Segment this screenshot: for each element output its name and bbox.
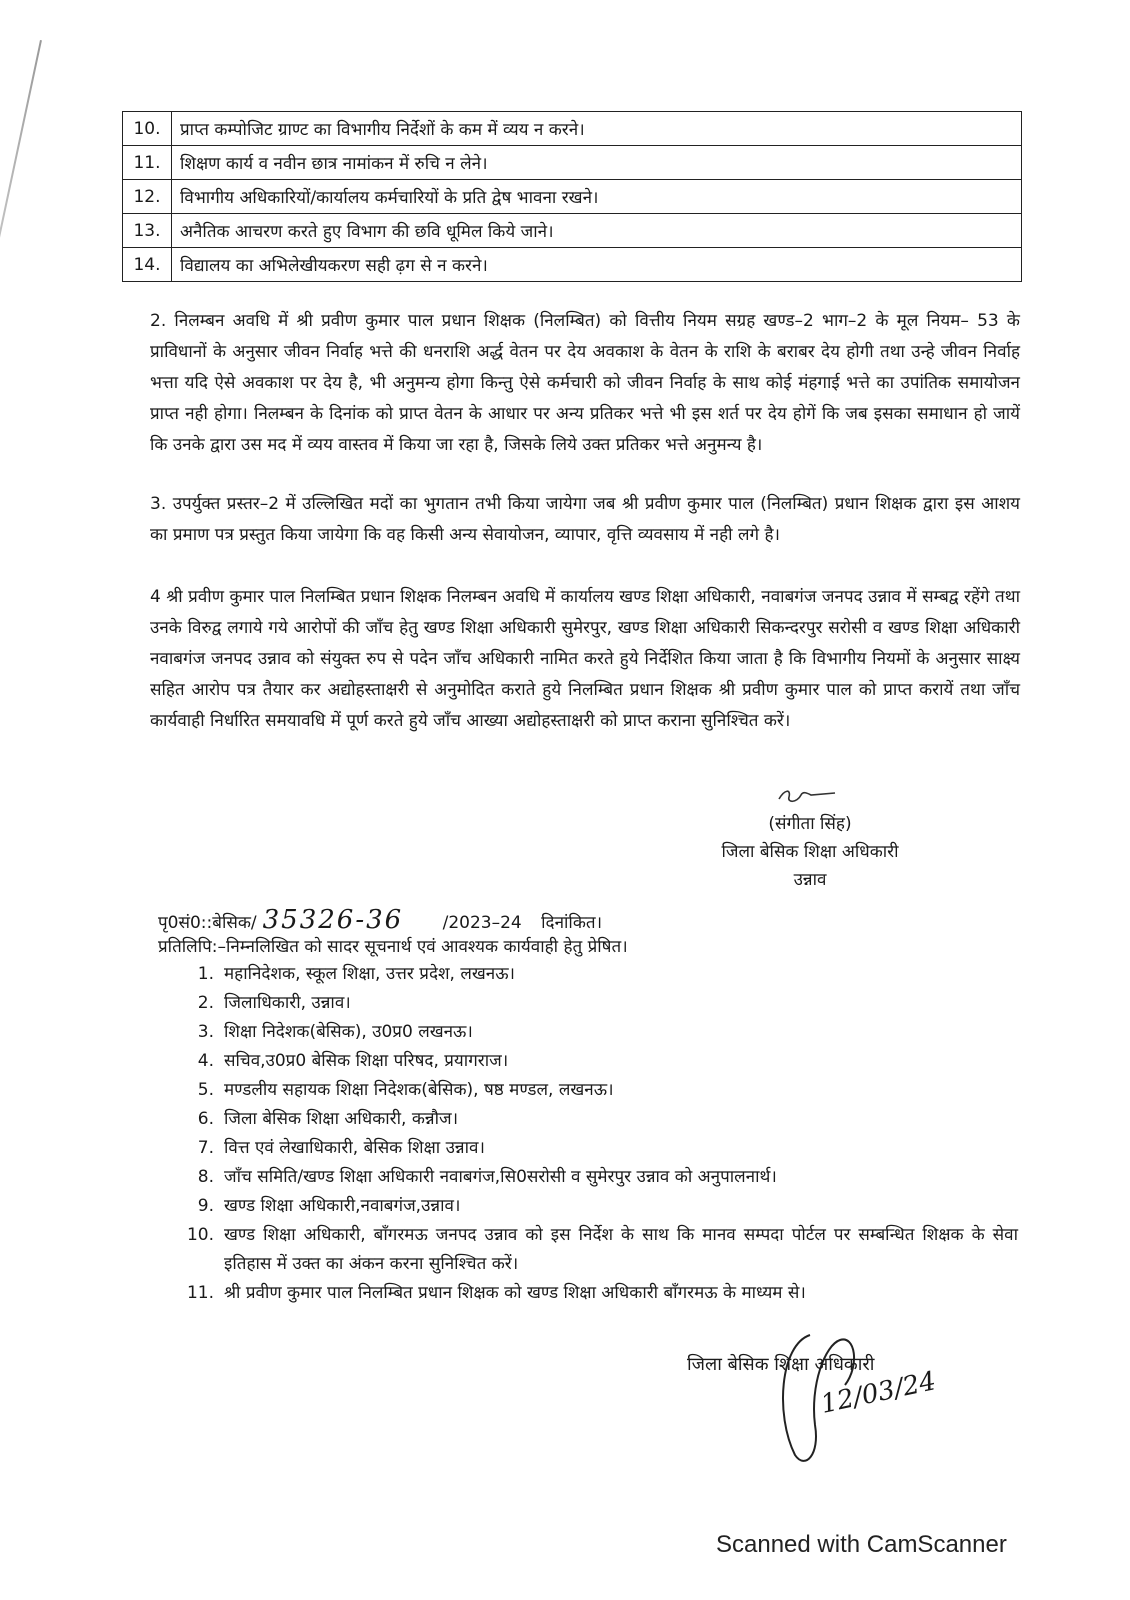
charges-table (122, 111, 1022, 282)
list-item (158, 1105, 1018, 1134)
reference-number: 35326-36 (262, 905, 404, 935)
charge-number: 11. (123, 146, 172, 180)
copy-number: 3. (197, 1022, 214, 1042)
charge-text: अनैतिक आचरण करते हुए विभाग की छवि धूमिल किये जाने। (172, 214, 1022, 248)
copy-text: महानिदेशक, स्कूल शिक्षा, उत्तर प्रदेश, लखनऊ। (224, 964, 515, 984)
charge-text: प्राप्त कम्पोजिट ग्राण्ट का विभागीय निर्देशों के कम में व्यय न करने। (172, 112, 1022, 146)
copy-number: 4. (197, 1051, 214, 1071)
list-item (158, 1279, 1018, 1308)
list-item (158, 989, 1018, 1018)
list-item (158, 1192, 1018, 1221)
copy-number: 8. (197, 1167, 214, 1187)
paragraph-4: 4 श्री प्रवीण कुमार पाल निलम्बित प्रधान शिक्षक निलम्बन अवधि में कार्यालय खण्ड शिक्षा अधिकारी, नवाबगंज जनपद उन्नाव में सम्बद्व रहेंगे तथा उनके विरुद्व लगाये गये आरोपों की जाँच हेतु खण्ड शिक्षा अधिकारी सुमेरपुर, खण्ड शिक्षा अधिकारी सिकन्दरपुर सरोसी व खण्ड शिक्षा अधिकारी नवाबगंज जनपद उन्नाव को संयुक्त रुप से पदेन जाँच अधिकारी नामित करते हुये निर्देशित किया जाता है कि विभागीय नियमों के अनुसार साक्ष्य सहित आरोप पत्र तैयार कर अद्योहस्ताक्षरी से अनुमोदित कराते हुये निलम्बित प्रधान शिक्षक श्री प्रवीण कुमार पाल को प्राप्त करायें तथा जाँच कार्यवाही निर्धारित समयावधि में पूर्ण करते हुये जाँच आख्या अद्योहस्ताक्षरी को प्राप्त कराना सुनिश्चित करें। (150, 587, 1020, 731)
table-row (123, 112, 1022, 146)
copy-number: 9. (197, 1196, 214, 1216)
copy-number: 2. (197, 993, 214, 1013)
scan-edge-line (0, 40, 42, 334)
charge-text: शिक्षण कार्य व नवीन छात्र नामांकन में रुचि न लेने। (172, 146, 1022, 180)
copy-number: 10. (186, 1225, 214, 1245)
copy-number: 6. (197, 1109, 214, 1129)
charge-number: 12. (123, 180, 172, 214)
charge-text: विद्यालय का अभिलेखीयकरण सही ढ़ग से न करने। (172, 248, 1022, 282)
list-item (158, 1076, 1018, 1105)
camscanner-watermark: Scanned with CamScanner (716, 1531, 1007, 1558)
copy-text: जिला बेसिक शिक्षा अधिकारी, कन्नौज। (224, 1109, 459, 1129)
copy-text: खण्ड शिक्षा अधिकारी, बाँगरमऊ जनपद उन्नाव को इस निर्देश के साथ कि मानव सम्पदा पोर्टल पर सम्बन्धित शिक्षक के सेवा इतिहास में उक्त का अंकन करना सुनिश्चित करें। (224, 1225, 1018, 1274)
copy-list (158, 960, 1018, 1308)
list-item (158, 960, 1018, 989)
table-row (123, 146, 1022, 180)
copy-text: शिक्षा निदेशक(बेसिक), उ0प्र0 लखनऊ। (224, 1022, 473, 1042)
copy-text: मण्डलीय सहायक शिक्षा निदेशक(बेसिक), षष्ठ मण्डल, लखनऊ। (224, 1080, 614, 1100)
signature-initial (777, 785, 837, 812)
reference-dated: दिनांकित। (541, 913, 603, 933)
paragraph-3: 3. उपर्युक्त प्रस्तर–2 में उल्लिखित मदों का भुगतान तभी किया जायेगा जब श्री प्रवीण कुमार पाल (निलम्बित) प्रधान शिक्षक द्वारा इस आशय का प्रमाण पत्र प्रस्तुत किया जायेगा कि वह किसी अन्य सेवायोजन, व्यापार, वृत्ति व्यवसाय में नही लगे है। (150, 494, 1020, 545)
list-item (158, 1163, 1018, 1192)
list-item (158, 1221, 1018, 1279)
charge-text: विभागीय अधिकारियों/कार्यालय कर्मचारियों के प्रति द्वेष भावना रखने। (172, 180, 1022, 214)
reference-prefix: पृ0सं0::बेसिक/ (158, 913, 257, 933)
reference-line (158, 905, 602, 935)
copy-text: श्री प्रवीण कुमार पाल निलम्बित प्रधान शिक्षक को खण्ड शिक्षा अधिकारी बाँगरमऊ के माध्यम से। (224, 1283, 806, 1303)
list-item (158, 1134, 1018, 1163)
list-item (158, 1047, 1018, 1076)
copy-text: जाँच समिति/खण्ड शिक्षा अधिकारी नवाबगंज,सि0सरोसी व सुमेरपुर उन्नाव को अनुपालनार्थ। (224, 1167, 777, 1187)
charge-number: 14. (123, 248, 172, 282)
copy-number: 7. (197, 1138, 214, 1158)
charge-number: 10. (123, 112, 172, 146)
signatory-block (690, 810, 930, 894)
charge-number: 13. (123, 214, 172, 248)
list-item (158, 1018, 1018, 1047)
reference-year: /2023–24 (442, 913, 522, 933)
paragraph-2: 2. निलम्बन अवधि में श्री प्रवीण कुमार पाल प्रधान शिक्षक (निलम्बित) को वित्तीय नियम सग्रह खण्ड–2 भाग–2 के मूल नियम– 53 के प्राविधानों के अनुसार जीवन निर्वाह भत्ते की धनराशि अर्द्ध वेतन पर देय अवकाश के वेतन के राशि के बराबर देय होगी तथा उन्हे जीवन निर्वाह भत्ता यदि ऐसे अवकाश पर देय है, भी अनुमन्य होगा किन्तु ऐसे कर्मचारी को जीवन निर्वाह के साथ कोई मंहगाई भत्ते का उपांतिक समायोजन प्राप्त नही होगा। निलम्बन के दिनांक को प्राप्त वेतन के आधार पर अन्य प्रतिकर भत्ते भी इस शर्त पर देय होगें कि जब इसका समाधान हो जायें कि उनके द्वारा उस मद में व्यय वास्तव में किया जा रहा है, जिसके लिये उक्त प्रतिकर भत्ते अनुमन्य है। (150, 311, 1020, 455)
handwritten-date: 12/03/24 (818, 1366, 939, 1420)
table-row (123, 214, 1022, 248)
signatory-name: (संगीता सिंह) (768, 814, 852, 834)
copy-text: जिलाधिकारी, उन्नाव। (224, 993, 351, 1013)
copy-number: 11. (186, 1283, 214, 1303)
copy-number: 1. (197, 964, 214, 984)
copy-text: वित्त एवं लेखाधिकारी, बेसिक शिक्षा उन्नाव। (224, 1138, 485, 1158)
table-row (123, 180, 1022, 214)
copy-text: सचिव,उ0प्र0 बेसिक शिक्षा परिषद, प्रयागराज। (224, 1051, 509, 1071)
signatory-place: उन्नाव (793, 870, 827, 890)
table-row (123, 248, 1022, 282)
signatory-designation: जिला बेसिक शिक्षा अधिकारी (721, 842, 899, 862)
copy-number: 5. (197, 1080, 214, 1100)
copy-text: खण्ड शिक्षा अधिकारी,नवाबगंज,उन्नाव। (224, 1196, 461, 1216)
final-signatory-designation: जिला बेसिक शिक्षा अधिकारी (687, 1354, 875, 1375)
signature-scrawl-icon (777, 785, 837, 807)
copy-intro: प्रतिलिपि:–निम्नलिखित को सादर सूचनार्थ एवं आवश्यक कार्यवाही हेतु प्रेषित। (158, 937, 628, 957)
